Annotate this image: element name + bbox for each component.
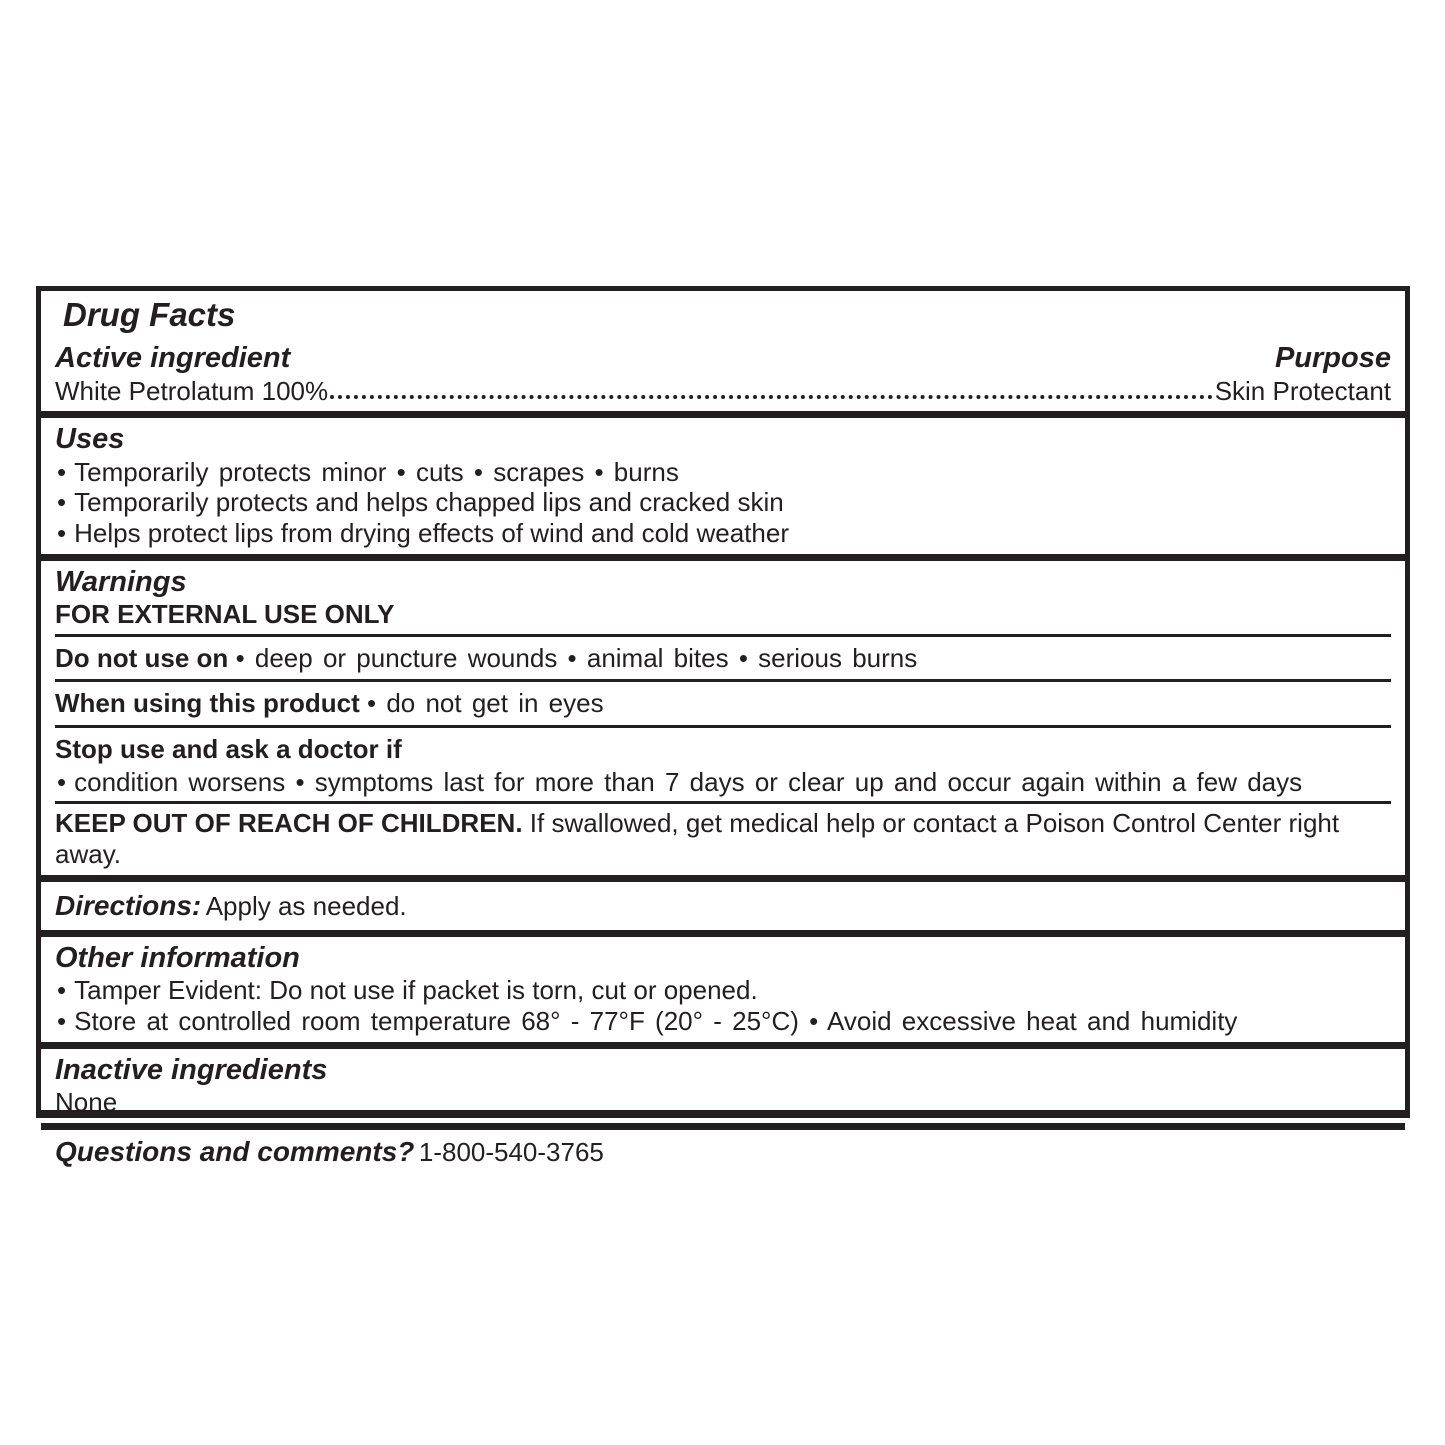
active-ingredient-heading: Active ingredient (55, 342, 291, 375)
purpose-heading: Purpose (1274, 342, 1391, 375)
stop-use-label: Stop use and ask a doctor if (55, 734, 402, 765)
active-ingredient-name: White Petrolatum 100% (55, 375, 329, 406)
inactive-ingredients-heading: Inactive ingredients (55, 1053, 328, 1086)
stop-use-items: condition worsens • symptoms last for more than 7 days or clear up and occur again within a few days (74, 766, 1303, 797)
uses-bullet (55, 457, 1391, 488)
warnings-divider (55, 679, 1391, 682)
section-divider (41, 411, 1405, 418)
questions-section (41, 1130, 1405, 1174)
other-info-bullet-text: Tamper Evident: Do not use if packet is torn, cut or opened. (74, 975, 758, 1006)
warnings-divider (55, 634, 1391, 637)
bullet-icon: • (57, 487, 67, 518)
active-ingredient-section (41, 337, 1405, 411)
other-information-section (41, 937, 1405, 1042)
do-not-use-items: • deep or puncture wounds • animal bites • serious burns (235, 642, 918, 673)
bullet-icon: • (57, 975, 67, 1006)
when-using-items: • do not get in eyes (367, 688, 604, 719)
when-using-line (55, 686, 1391, 721)
other-information-heading: Other information (55, 941, 300, 974)
bullet-icon: • (57, 518, 67, 548)
warnings-heading: Warnings (55, 565, 187, 598)
questions-heading: Questions and comments? (55, 1135, 415, 1167)
drug-facts-panel (36, 286, 1410, 1167)
do-not-use-label: Do not use on (55, 642, 229, 673)
keep-out-text: If swallowed, get medical help or contact a Poison Control Center right away. (55, 808, 1340, 870)
uses-bullet-text: Temporarily protects and helps chapped lips and cracked skin (74, 487, 784, 518)
bullet-icon: • (57, 766, 67, 797)
bullet-icon: • (57, 456, 67, 487)
inactive-ingredients-section (41, 1049, 1405, 1123)
other-info-bullet (55, 1006, 1391, 1037)
other-info-bullet (55, 975, 1391, 1006)
uses-heading: Uses (55, 423, 125, 456)
warnings-divider (55, 801, 1391, 804)
section-divider (41, 1123, 1405, 1130)
questions-phone: 1-800-540-3765 (418, 1136, 604, 1167)
when-using-label: When using this product (55, 688, 360, 719)
section-divider (41, 875, 1405, 882)
section-divider (41, 930, 1405, 937)
other-info-bullet-text: Store at controlled room temperature 68° - 77°F (20° - 25°C) • Avoid excessive heat and humidity (74, 1005, 1238, 1036)
keep-out-label: KEEP OUT OF REACH OF CHILDREN. (55, 808, 523, 839)
section-divider (41, 554, 1405, 561)
directions-heading: Directions: (55, 889, 202, 921)
uses-bullet-text: Helps protect lips from drying effects of wind and cold weather (74, 518, 789, 548)
uses-bullet (55, 487, 1391, 518)
directions-section (41, 882, 1405, 930)
uses-bullet (55, 518, 1391, 549)
uses-section (41, 418, 1405, 553)
stop-use-bullet (55, 767, 1391, 798)
warnings-divider (55, 725, 1391, 728)
bullet-icon: • (57, 1005, 67, 1036)
do-not-use-line (55, 641, 1391, 676)
inactive-ingredients-text: None (55, 1086, 118, 1117)
drug-facts-title: Drug Facts (63, 296, 236, 333)
external-use-statement: FOR EXTERNAL USE ONLY (55, 599, 395, 630)
keep-out-paragraph (55, 808, 1391, 869)
purpose-value: Skin Protectant (1214, 375, 1391, 406)
section-divider (41, 1042, 1405, 1049)
uses-bullet-text: Temporarily protects minor • cuts • scrapes • burns (74, 456, 679, 487)
dotted-leader (330, 395, 1213, 399)
warnings-section (41, 561, 1405, 875)
directions-text: Apply as needed. (205, 890, 407, 921)
